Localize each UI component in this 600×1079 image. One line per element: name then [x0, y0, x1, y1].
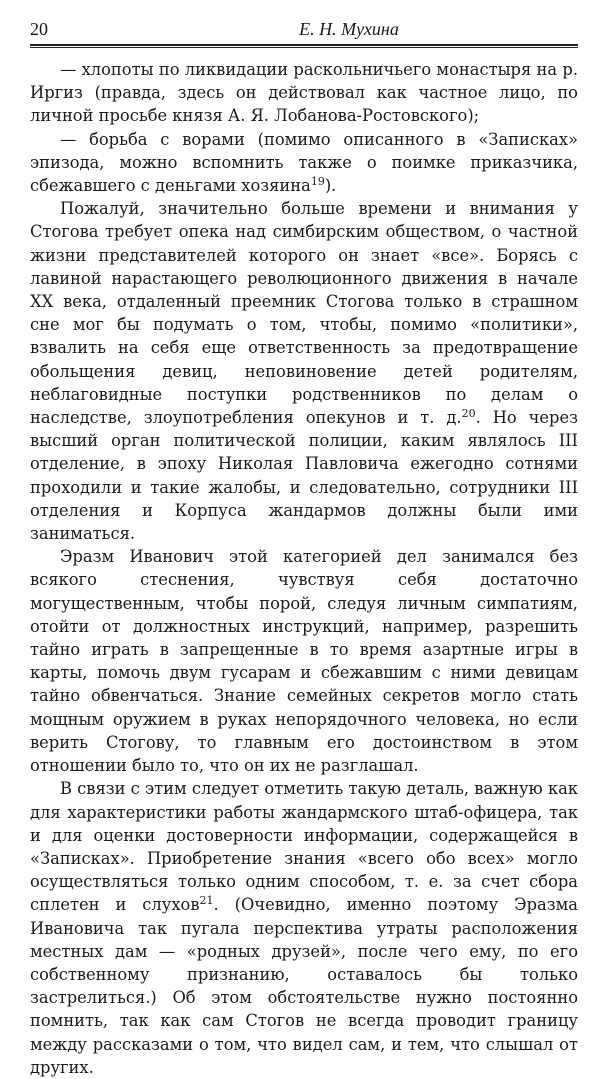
- paragraph-text: — хлопоты по ликвидации раскольничьего монастыря на р. Иргиз (правда, здесь он действовал как частное лицо, по личной просьбе князя А. Я. Лобанова-Ростовского);: [30, 60, 578, 126]
- header-rule: [30, 44, 578, 48]
- paragraph-liquidation: [30, 58, 578, 128]
- paragraph-text: Эразм Иванович этой категорией дел занимался без всякого стеснения, чувствуя себя достаточно могущественным, чтобы порой, следуя личным симпатиям, отойти от должностных инструкций, например, разрешить тайно играть в запрещенные в то время азартные игры в карты, помочь двум гусарам и сбежавшим с ними девицам тайно обвенчаться. Знание семейных секретов могло стать мощным оружием в руках непорядочного человека, но если верить Стогову, то главным его достоинством в этом отношении было то, что он их не разглашал.: [30, 547, 578, 776]
- paragraph-rumors: [30, 777, 578, 1079]
- running-title: Е. Н. Мухина: [299, 19, 399, 39]
- paragraph-text-continued: ).: [324, 176, 337, 196]
- footnote-marker: 20: [461, 407, 476, 421]
- paragraph-text-continued: . Но через высший орган политической полиции, каким являлось III отделение, в эпоху Николая Павловича ежегодно сотнями проходили и такие жалобы, и следовательно, сотрудники III отделения и Корпуса жандармов должны были ими заниматься.: [30, 408, 578, 544]
- paragraph-text: Пожалуй, значительно больше времени и внимания у Стогова требует опека над симбирским обществом, о частной жизни представителей которого он знает «все». Борясь с лавиной нарастающего революционного движения в начале XX века, отдаленный преемник Стогова только в страшном сне мог бы подумать о том, чтобы, помимо «политики», взвалить на себя еще ответственность за предотвращение обольщения девиц, неповиновение детей родителям, неблаговидные поступки родственников по делам о наследстве, злоупотребления опекунов и т. д.: [30, 199, 578, 428]
- paragraph-text: В связи с этим следует отметить такую деталь, важную как для характеристики работы жандармского штаб-офицера, так и для оценки достоверности информации, содержащейся в «Записках». Приобретение знания «всего обо всех» могло осуществляться только одним способом, т. е. за счет сбора сплетен и слухов: [30, 779, 578, 915]
- paragraph-erasm-ivanovich: [30, 545, 578, 777]
- paragraph-text-continued: . (Очевидно, именно поэтому Эразма Ивановича так пугала перспектива утраты расположения местных дам — «родных друзей», после чего ему, по его собственному признанию, оставалось бы только застрелиться.) Об этом обстоятельстве нужно постоянно помнить, так как сам Стогов не всегда проводит границу между рассказами о том, что видел сам, и тем, что слышал от других.: [30, 895, 578, 1077]
- footnote-marker: 21: [199, 894, 214, 908]
- page-number: 20: [30, 19, 48, 39]
- paragraph-text: — борьба с ворами (помимо описанного в «Записках» эпизода, можно вспомнить также о поимке приказчика, сбежавшего с деньгами хозяина: [30, 129, 578, 196]
- footnote-marker: 19: [310, 175, 325, 189]
- paragraph-thieves: [30, 128, 578, 198]
- page-header: [30, 18, 578, 40]
- body-text: [30, 58, 578, 1079]
- paragraph-simbirsk-society: [30, 197, 578, 545]
